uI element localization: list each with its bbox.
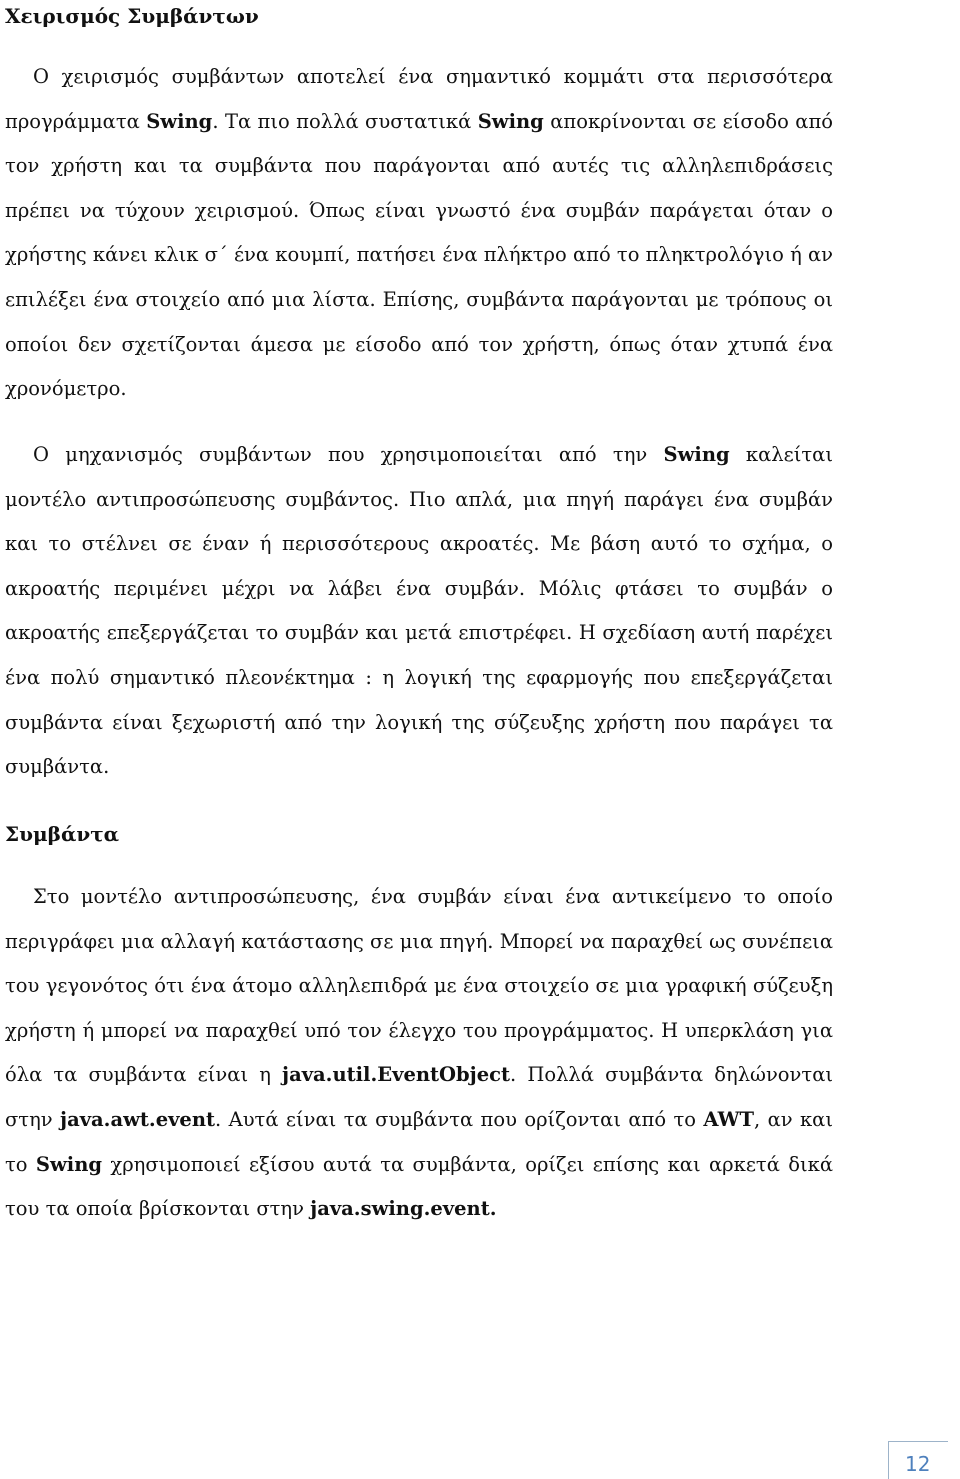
text-run: . Πολλά συμβάντα δηλώνονται στην [5, 1063, 834, 1131]
text-run: αποκρίνονται σε είσοδο από τον χρήστη και τα συμβάντα που παράγονται από αυτές τις αλληλεπιδράσεις πρέπει να τύχουν χειρισμού. Όπως είναι γνωστό ένα συμβάν παράγεται όταν ο χρήστης κάνει κλικ σ΄ ένα κουμπί, πατήσει ένα πλήκτρο από το πληκτρολόγιο ή αν επιλέξει ένα στοιχείο από μια λίστα. Επίσης, συμβάντα παράγονται με τρόπους οι οποίοι δεν σχετίζονται άμεσα με είσοδο από τον χρήστη, όπως όταν χτυπά ένα χρονόμετρο. [5, 109, 833, 401]
text-run: χρησιμοποιεί εξίσου αυτά τα συμβάντα, ορίζει επίσης και αρκετά δικά του τα οποία βρίσκονται στην [5, 1152, 833, 1221]
paragraph-delegation-model [5, 433, 833, 790]
section-title-events: Συμβάντα [5, 822, 120, 846]
bold-term: AWT [703, 1107, 754, 1131]
bold-term: java.util.EventObject [282, 1063, 510, 1087]
text-run: Ο μηχανισμός συμβάντων που χρησιμοποιείται από την [33, 443, 664, 466]
text-run: . Τα πιο πολλά συστατικά [212, 109, 478, 133]
text-run: καλείται μοντέλο αντιπροσώπευσης συμβάντος. Πιο απλά, μια πηγή παράγει ένα συμβάν και το στέλνει σε έναν ή περισσότερους ακροατές. Με βάση αυτό το σχήμα, ο ακροατής περιμένει μέχρι να λάβει ένα συμβάν. Μόλις φτάσει το συμβάν ο ακροατής επεξεργάζεται το συμβάν και μετά επιστρέφει. Η σχεδίαση αυτή παρέχει ένα πολύ σημαντικό πλεονέκτημα : η λογική της εφαρμογής που επεξεργάζεται συμβάντα είναι ξεχωριστή από την λογική της σύζευξης χρήστη που παράγει τα συμβάντα. [5, 443, 833, 779]
section-title-event-handling: Χειρισμός Συμβάντων [5, 4, 259, 28]
bold-term: java.swing.event. [310, 1197, 497, 1221]
bold-term: Swing [477, 109, 544, 133]
text-run: , αν και το [5, 1107, 833, 1176]
paragraph-events-description [5, 875, 833, 1232]
bold-term: java.awt.event [60, 1107, 216, 1131]
text-run: Στο μοντέλο αντιπροσώπευσης, ένα συμβάν είναι ένα αντικείμενο το οποίο περιγράφει μια αλλαγή κατάστασης σε μια πηγή. Μπορεί να παραχθεί ως συνέπεια του γεγονότος ότι ένα άτομο αλληλεπιδρά με ένα στοιχείο σε μια γραφική σύζευξη χρήστη ή μπορεί να παραχθεί υπό τον έλεγχο του προγράμματος. Η υπερκλάση για όλα τα συμβάντα είναι η [5, 885, 833, 1087]
bold-term: Swing [146, 109, 213, 133]
paragraph-event-handling-intro [5, 55, 833, 412]
page-number: 12 [905, 1452, 931, 1476]
text-run: . Αυτά είναι τα συμβάντα που ορίζονται από το [215, 1107, 704, 1131]
bold-term: Swing [663, 443, 730, 466]
bold-term: Swing [35, 1152, 103, 1176]
text-run: Ο χειρισμός συμβάντων αποτελεί ένα σημαντικό κομμάτι στα περισσότερα προγράμματα [5, 65, 833, 133]
